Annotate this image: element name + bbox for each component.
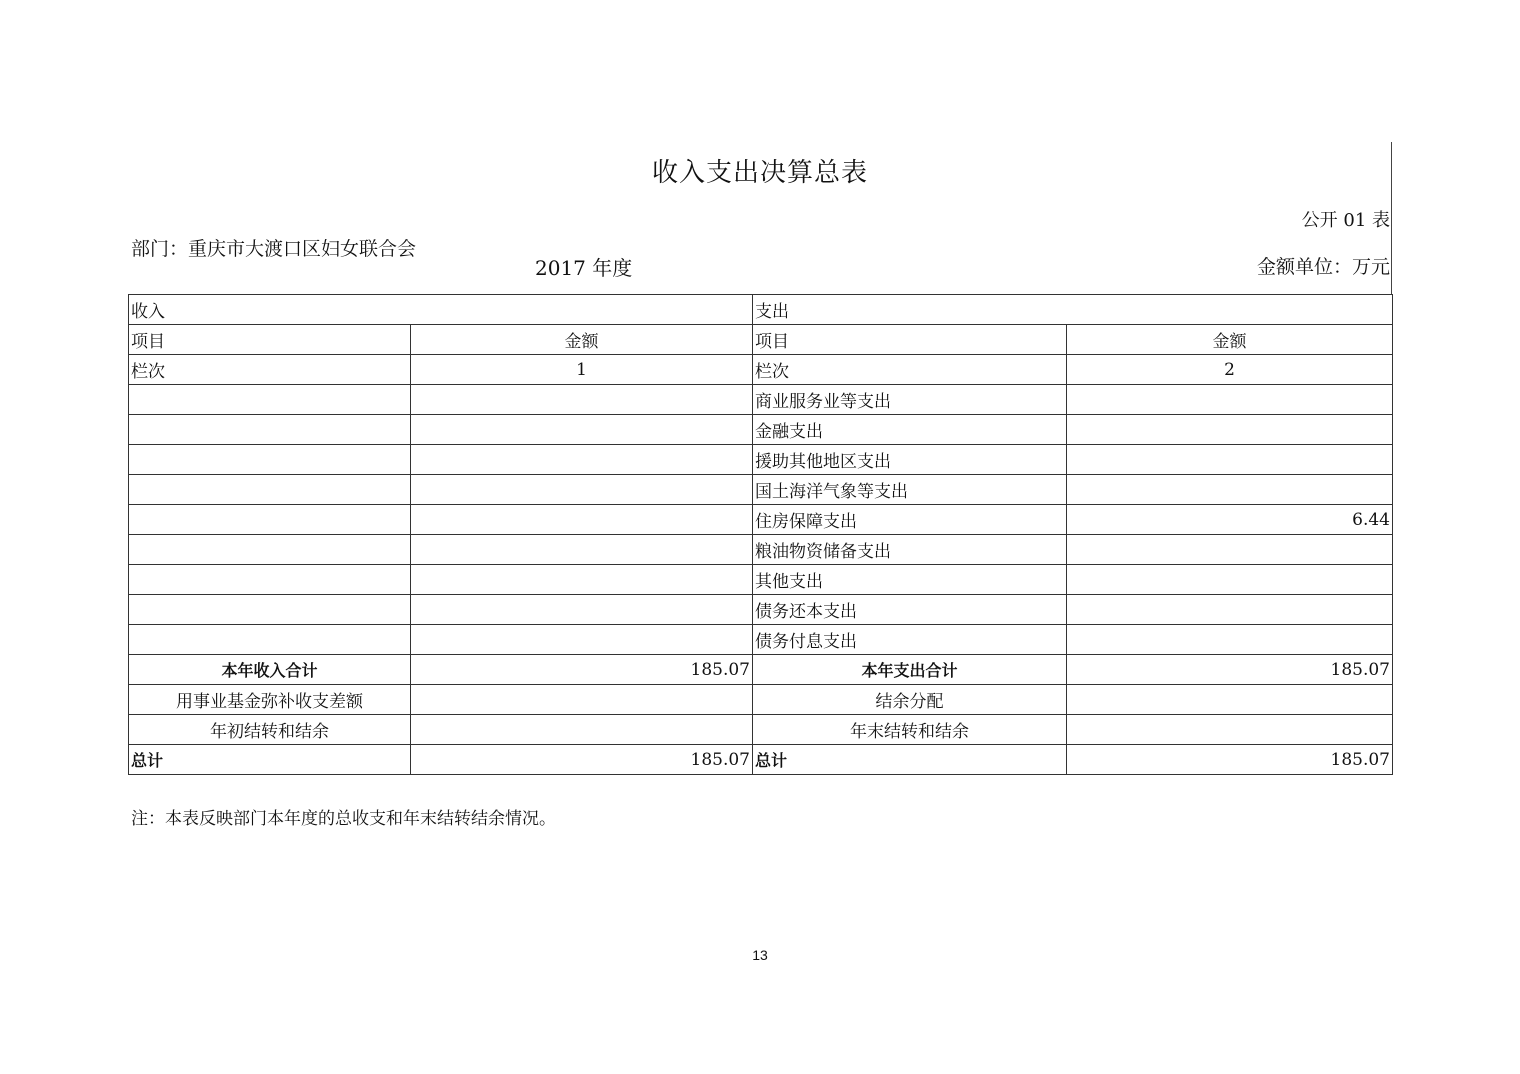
expense-item-cell: 援助其他地区支出 [753,445,1067,475]
table-row [129,535,1393,565]
income-col-no-label: 栏次 [129,355,411,385]
income-amount-cell [411,475,753,505]
income-amount-cell [411,415,753,445]
income-amount-cell [411,535,753,565]
income-item-cell [129,625,411,655]
table-row [129,595,1393,625]
expense-item-cell: 商业服务业等支出 [753,385,1067,415]
income-total-value: 185.07 [411,655,753,685]
expense-amount-cell [1067,415,1393,445]
income-item-cell [129,535,411,565]
surplus-distribution-label: 结余分配 [753,685,1067,715]
income-item-cell [129,445,411,475]
expense-col-no: 2 [1067,355,1393,385]
fund-offset-label: 用事业基金弥补收支差额 [129,685,411,715]
income-col-no: 1 [411,355,753,385]
closing-balance-label: 年末结转和结余 [753,715,1067,745]
page-number: 13 [752,947,768,963]
table-row [129,445,1393,475]
income-section-header: 收入 [129,295,753,325]
table-row [129,415,1393,445]
expense-amount-cell [1067,565,1393,595]
column-header-row [129,325,1393,355]
expense-amount-cell [1067,445,1393,475]
table-row [129,475,1393,505]
surplus-distribution-value [1067,685,1393,715]
table-row [129,385,1393,415]
budget-summary-table [128,294,1393,775]
section-header-row [129,295,1393,325]
department-label: 部门：重庆市大渡口区妇女联合会 [131,238,417,260]
expense-item-cell: 金融支出 [753,415,1067,445]
expense-amount-cell: 6.44 [1067,505,1393,535]
income-item-cell [129,415,411,445]
expense-amount-cell [1067,385,1393,415]
expense-section-header: 支出 [753,295,1393,325]
expense-amount-cell [1067,595,1393,625]
expense-amount-cell [1067,475,1393,505]
table-row [129,565,1393,595]
annual-total-row [129,655,1393,685]
income-item-cell [129,505,411,535]
expense-amount-header: 金额 [1067,325,1393,355]
income-amount-cell [411,565,753,595]
income-amount-cell [411,505,753,535]
expense-item-cell: 其他支出 [753,565,1067,595]
expense-item-header: 项目 [753,325,1067,355]
form-number: 公开 01 表 [1301,210,1390,231]
page-title: 收入支出决算总表 [651,158,868,188]
fund-offset-value [411,685,753,715]
table-row [129,625,1393,655]
closing-balance-value [1067,715,1393,745]
expense-item-cell: 国土海洋气象等支出 [753,475,1067,505]
amount-unit: 金额单位：万元 [1256,256,1390,278]
income-amount-cell [411,625,753,655]
expense-grand-total-label: 总计 [753,745,1067,775]
income-grand-total-label: 总计 [129,745,411,775]
grand-total-row [129,745,1393,775]
income-amount-cell [411,595,753,625]
table-row [129,505,1393,535]
expense-amount-cell [1067,625,1393,655]
income-item-cell [129,565,411,595]
income-item-cell [129,385,411,415]
expense-item-cell: 债务还本支出 [753,595,1067,625]
income-item-header: 项目 [129,325,411,355]
income-grand-total-value: 185.07 [411,745,753,775]
expense-total-label: 本年支出合计 [753,655,1067,685]
opening-balance-label: 年初结转和结余 [129,715,411,745]
income-amount-header: 金额 [411,325,753,355]
income-total-label: 本年收入合计 [129,655,411,685]
expense-item-cell: 债务付息支出 [753,625,1067,655]
expense-grand-total-value: 185.07 [1067,745,1393,775]
expense-item-cell: 住房保障支出 [753,505,1067,535]
fiscal-year: 2017 年度 [535,256,633,280]
expense-col-no-label: 栏次 [753,355,1067,385]
income-item-cell [129,595,411,625]
expense-amount-cell [1067,535,1393,565]
table-note: 注：本表反映部门本年度的总收支和年末结转结余情况。 [131,809,556,829]
expense-item-cell: 粮油物资储备支出 [753,535,1067,565]
fund-offset-row [129,685,1393,715]
expense-total-value: 185.07 [1067,655,1393,685]
income-amount-cell [411,385,753,415]
income-item-cell [129,475,411,505]
balance-row [129,715,1393,745]
column-number-row [129,355,1393,385]
opening-balance-value [411,715,753,745]
income-amount-cell [411,445,753,475]
